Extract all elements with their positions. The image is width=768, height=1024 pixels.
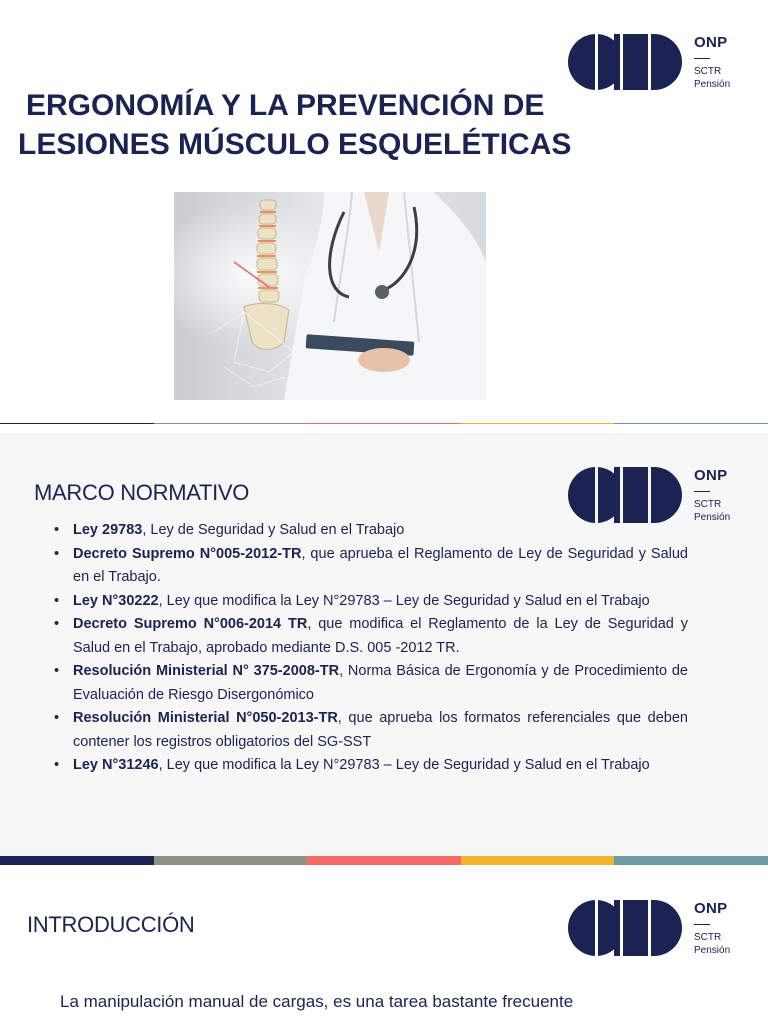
law-description: , Norma Básica de Ergonomía y de Procedimiento de Evaluación de Riesgo Disergonómico xyxy=(73,663,688,703)
list-item xyxy=(54,754,688,778)
law-description: , Ley de Seguridad y Salud en el Trabajo xyxy=(142,522,405,538)
color-stripe xyxy=(0,423,768,424)
law-description: , que modifica el Reglamento de la Ley de Seguridad y Salud en el Trabajo, aprobado mediante D.S. 005 -2012 TR. xyxy=(73,616,688,656)
list-item xyxy=(54,613,688,660)
list-item xyxy=(54,519,688,543)
law-description: , Ley que modifica la Ley N°29783 – Ley de Seguridad y Salud en el Trabajo xyxy=(158,592,650,609)
logo-brand-name: ONP xyxy=(694,34,728,51)
law-name: Decreto Supremo N°005-2012-TR xyxy=(73,545,302,562)
title-line-2: LESIONES MÚSCULO ESQUELÉTICAS xyxy=(18,128,572,161)
doctor-spine-photo xyxy=(174,192,486,400)
law-list xyxy=(54,519,688,778)
onp-logo xyxy=(568,467,738,527)
onp-logo-icon xyxy=(568,34,682,90)
law-name: Decreto Supremo N°006-2014 TR xyxy=(73,616,308,632)
law-description: , que aprueba el Reglamento de Ley de Seguridad y Salud en el Trabajo. xyxy=(73,545,688,585)
law-description: , que aprueba los formatos referenciales que deben contener los registros obligatorios del SG-SST xyxy=(73,710,688,750)
law-name: Resolución Ministerial N°050-2013-TR xyxy=(73,710,338,726)
logo-divider xyxy=(694,58,710,59)
logo-line-1: SCTR xyxy=(694,932,722,943)
slide-marco-normativo xyxy=(0,433,768,856)
slide-introduccion xyxy=(0,866,768,1024)
logo-divider xyxy=(694,924,710,925)
section-heading: MARCO NORMATIVO xyxy=(34,480,250,505)
logo-line-1: SCTR xyxy=(694,66,722,77)
list-item xyxy=(54,660,688,707)
list-item xyxy=(54,590,688,614)
onp-logo xyxy=(568,34,738,94)
onp-logo xyxy=(568,900,738,960)
law-name: Ley 29783 xyxy=(73,522,143,538)
title-line-1: ERGONOMÍA Y LA PREVENCIÓN DE xyxy=(26,89,545,122)
onp-logo-icon xyxy=(568,900,682,956)
slide-title xyxy=(0,0,768,424)
logo-brand-name: ONP xyxy=(694,467,728,484)
logo-divider xyxy=(694,491,710,492)
section-heading: INTRODUCCIÓN xyxy=(27,912,195,937)
logo-line-2: Pensión xyxy=(694,79,731,90)
logo-line-2: Pensión xyxy=(694,945,731,956)
logo-line-2: Pensión xyxy=(694,512,731,523)
law-name: Ley N°31246 xyxy=(73,757,159,773)
list-item xyxy=(54,707,688,754)
color-stripe xyxy=(0,856,768,865)
law-description: , Ley que modifica la Ley N°29783 – Ley de Seguridad y Salud en el Trabajo xyxy=(158,757,650,773)
onp-logo-icon xyxy=(568,467,682,523)
intro-paragraph: La manipulación manual de cargas, es una tarea bastante frecuente xyxy=(60,992,574,1011)
logo-brand-name: ONP xyxy=(694,900,728,917)
list-item xyxy=(54,543,688,590)
law-name: Ley N°30222 xyxy=(73,592,159,609)
law-name: Resolución Ministerial N° 375-2008-TR xyxy=(73,663,340,679)
slide-title-text xyxy=(18,86,618,164)
logo-line-1: SCTR xyxy=(694,499,722,510)
